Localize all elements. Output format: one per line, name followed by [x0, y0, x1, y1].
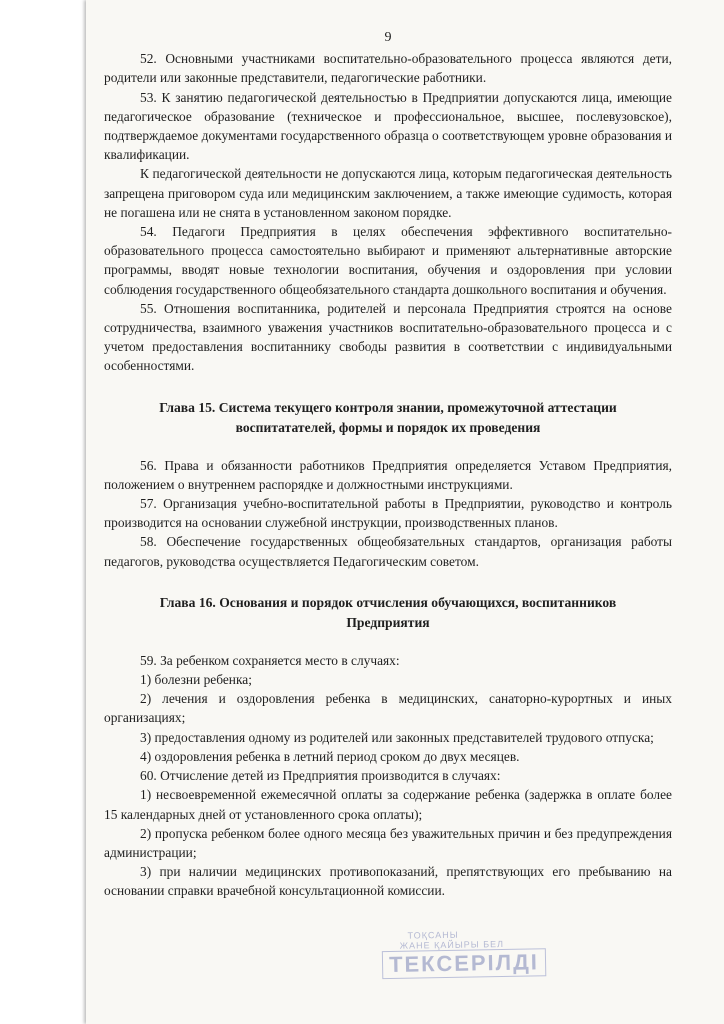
- stamp-line1: ТОҚСАНЫ: [407, 929, 459, 941]
- paragraph-53-cont: К педагогической деятельности не допускаются лица, которым педагогическая деятельность запрещена приговором суда или медицинским заключением, а также имеющие судимость, которая не погашена или не снята в установленном законом порядке.: [104, 166, 672, 220]
- verification-stamp: [359, 929, 540, 992]
- paragraph-58: 58. Обеспечение государственных общеобязательных стандартов, организация работы педагогов, руководства осуществляется Педагогическим советом.: [104, 534, 672, 569]
- paragraph-59: 59. За ребенком сохраняется место в случаях:: [140, 652, 400, 668]
- scan-margin: [0, 0, 86, 1024]
- chapter-15-heading: [104, 398, 672, 438]
- paragraph-60: 60. Отчисление детей из Предприятия производится в случаях:: [140, 768, 501, 784]
- list-item-60-1: 1) несвоевременной ежемесячной оплаты за содержание ребенка (задержка в оплате более 15 календарных дней от установленного срока оплаты);: [104, 787, 672, 822]
- chapter-16-title-line2: Предприятия: [346, 614, 430, 630]
- paragraph-52: 52. Основными участниками воспитательно-образовательного процесса являются дети, родители или законные представители, педагогические работники.: [104, 51, 672, 86]
- chapter-15-title-line1: Глава 15. Система текущего контроля знании, промежуточной аттестации: [159, 399, 617, 415]
- list-item-59-3: 3) предоставления одному из родителей или законных представителей трудового отпуска;: [140, 729, 654, 745]
- chapter-15-title-line2: воспитатателей, формы и порядок их проведения: [235, 419, 541, 435]
- list-item-60-3: 3) при наличии медицинских противопоказаний, препятствующих его пребыванию на основании справки врачебной консультационной комиссии.: [104, 864, 672, 899]
- stamp-line3: ТЕКСЕРІЛДІ: [382, 948, 546, 979]
- paragraph-53: 53. К занятию педагогической деятельностью в Предприятии допускаются лица, имеющие педагогическое образование (техническое и профессиональное, высшее, послевузовское), подтверждаемое документами государственного образца о соответствующем уровне образования и квалификации.: [104, 89, 672, 163]
- stamp-line2: ЖАНЕ ҚАЙЫРЫ БЕЛ: [399, 938, 505, 951]
- list-item-59-4: 4) оздоровления ребенка в летний период сроком до двух месяцев.: [140, 748, 520, 764]
- chapter-16-title-line1: Глава 16. Основания и порядок отчисления обучающихся, воспитанников: [159, 594, 617, 610]
- list-item-60-2: 2) пропуска ребенком более одного месяца без уважительных причин и без предупреждения администрации;: [104, 825, 672, 860]
- document-content: [104, 28, 672, 901]
- paragraph-55: 55. Отношения воспитанника, родителей и персонала Предприятия строятся на основе сотрудничества, взаимного уважения участников воспитательно-образовательного процесса и с учетом предоставления воспитаннику свободы развития в соответствии с индивидуальными особенностями.: [104, 300, 672, 374]
- list-item-59-2: 2) лечения и оздоровления ребенка в медицинских, санаторно-курортных и иных организациях;: [104, 691, 672, 726]
- paragraph-56: 56. Права и обязанности работников Предприятия определяется Уставом Предприятия, положением о внутреннем распорядке и должностными инструкциями.: [104, 457, 672, 492]
- list-item-59-1: 1) болезни ребенка;: [140, 672, 252, 688]
- paragraph-54: 54. Педагоги Предприятия в целях обеспечения эффективного воспитательно-образовательного процесса самостоятельно выбирают и применяют альтернативные авторские программы, вводят новые технологии воспитания, обучения и оздоровления при условии соблюдения государственного общеобязательного стандарта дошкольного воспитания и обучения.: [104, 224, 672, 297]
- chapter-16-heading: [104, 593, 672, 633]
- paragraph-57: 57. Организация учебно-воспитательной работы в Предприятии, руководство и контроль производится на основании служебной инструкции, производственных планов.: [104, 496, 672, 531]
- page-number: 9: [384, 30, 392, 45]
